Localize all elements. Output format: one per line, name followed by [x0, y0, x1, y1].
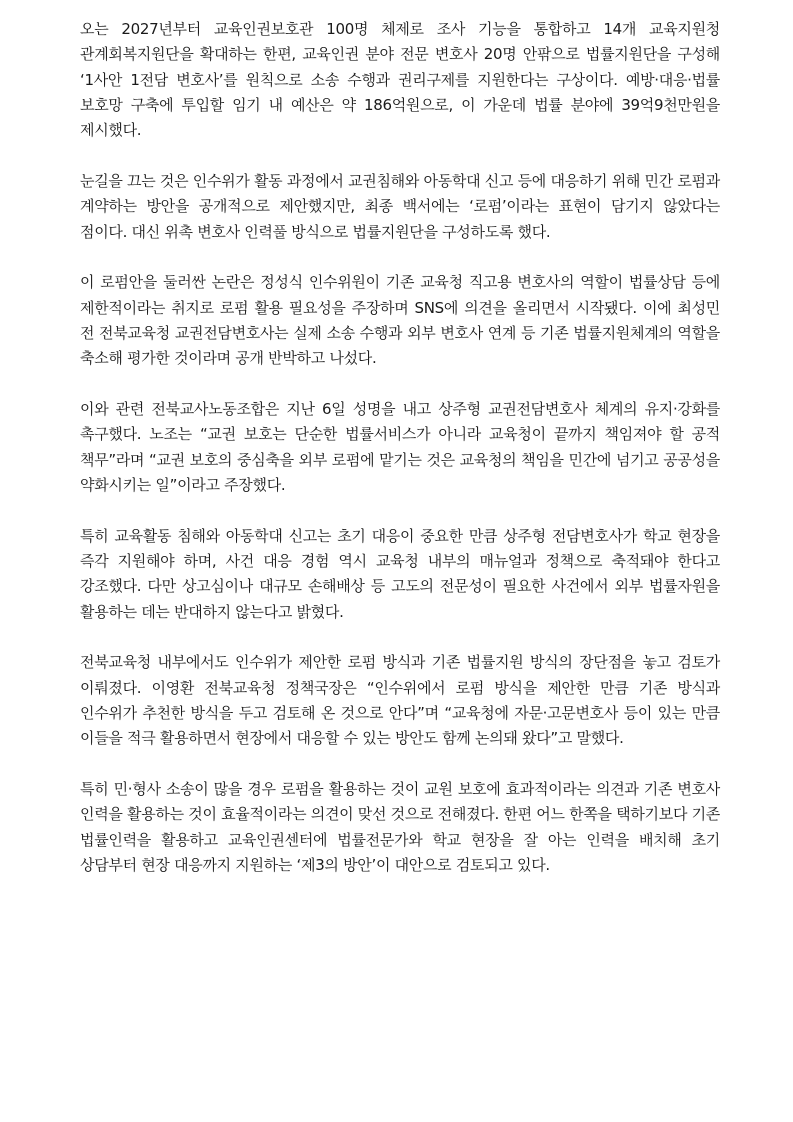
paragraph-7: 특히 민·형사 소송이 많을 경우 로펌을 활용하는 것이 교원 보호에 효과적이라는 의견과 기존 변호사 인력을 활용하는 것이 효율적이라는 의견이 맞선 것으로 전해졌다. 한편 어느 한쪽을 택하기보다 기존 법률인력을 활용하고 교육인권센터에 법률전문가와 학교 현장을 잘 아는 인력을 배치해 초기 상담부터 현장 대응까지 지원하는 ‘제3의 방안’이 대안으로 검토되고 있다. — [80, 780, 720, 875]
paragraph-2: 눈길을 끄는 것은 인수위가 활동 과정에서 교권침해와 아동학대 신고 등에 대응하기 위해 민간 로펌과 계약하는 방안을 공개적으로 제안했지만, 최종 백서에는 ‘로펌’이라는 표현이 담기지 않았다는 점이다. 대신 위촉 변호사 인력풀 방식으로 법률지원단을 구성하도록 했다. — [80, 171, 720, 241]
paragraph-3: 이 로펌안을 둘러싼 논란은 정성식 인수위원이 기존 교육청 직고용 변호사의 역할이 법률상담 등에 제한적이라는 취지로 로펌 활용 필요성을 주장하며 SNS에 의견을 올리면서 시작됐다. 이에 최성민 전 전북교육청 교권전담변호사는 실제 소송 수행과 외부 변호사 연계 등 기존 법률지원체계의 역할을 축소해 평가한 것이라며 공개 반박하고 나섰다. — [80, 273, 720, 368]
paragraph-4: 이와 관련 전북교사노동조합은 지난 6일 성명을 내고 상주형 교권전담변호사 체계의 유지·강화를 촉구했다. 노조는 “교권 보호는 단순한 법률서비스가 아니라 교육청이 끝까지 책임져야 할 공적 책무”라며 “교권 보호의 중심축을 외부 로펌에 맡기는 것은 교육청의 책임을 민간에 넘기고 공공성을 약화시키는 일”이라고 주장했다. — [80, 400, 720, 494]
article-body — [80, 17, 720, 878]
paragraph-5: 특히 교육활동 침해와 아동학대 신고는 초기 대응이 중요한 만큼 상주형 전담변호사가 학교 현장을 즉각 지원해야 하며, 사건 대응 경험 역시 교육청 내부의 매뉴얼과 정책으로 축적돼야 한다고 강조했다. 다만 상고심이나 대규모 손해배상 등 고도의 전문성이 필요한 사건에서 외부 법률자원을 활용하는 데는 반대하지 않는다고 밝혔다. — [80, 526, 720, 621]
paragraph-1: 오는 2027년부터 교육인권보호관 100명 체제로 조사 기능을 통합하고 14개 교육지원청 관계회복지원단을 확대하는 한편, 교육인권 분야 전문 변호사 20명 안팎으로 법률지원단을 구성해 ‘1사안 1전담 변호사’를 원칙으로 소송 수행과 권리구제를 지원한다는 구상이다. 예방·대응·법률 보호망 구축에 투입할 임기 내 예산은 약 186억원으로, 이 가운데 법률 분야에 39억9천만원을 제시했다. — [80, 20, 720, 140]
paragraph-6: 전북교육청 내부에서도 인수위가 제안한 로펌 방식과 기존 법률지원 방식의 장단점을 놓고 검토가 이뤄졌다. 이영환 전북교육청 정책국장은 “인수위에서 로펌 방식을 제안한 만큼 기존 방식과 인수위가 추천한 방식을 두고 검토해 온 것으로 안다”며 “교육청에 자문·고문변호사 등이 있는 만큼 이들을 적극 활용하면서 현장에서 대응할 수 있는 방안도 함께 논의돼 왔다”고 말했다. — [80, 653, 720, 748]
